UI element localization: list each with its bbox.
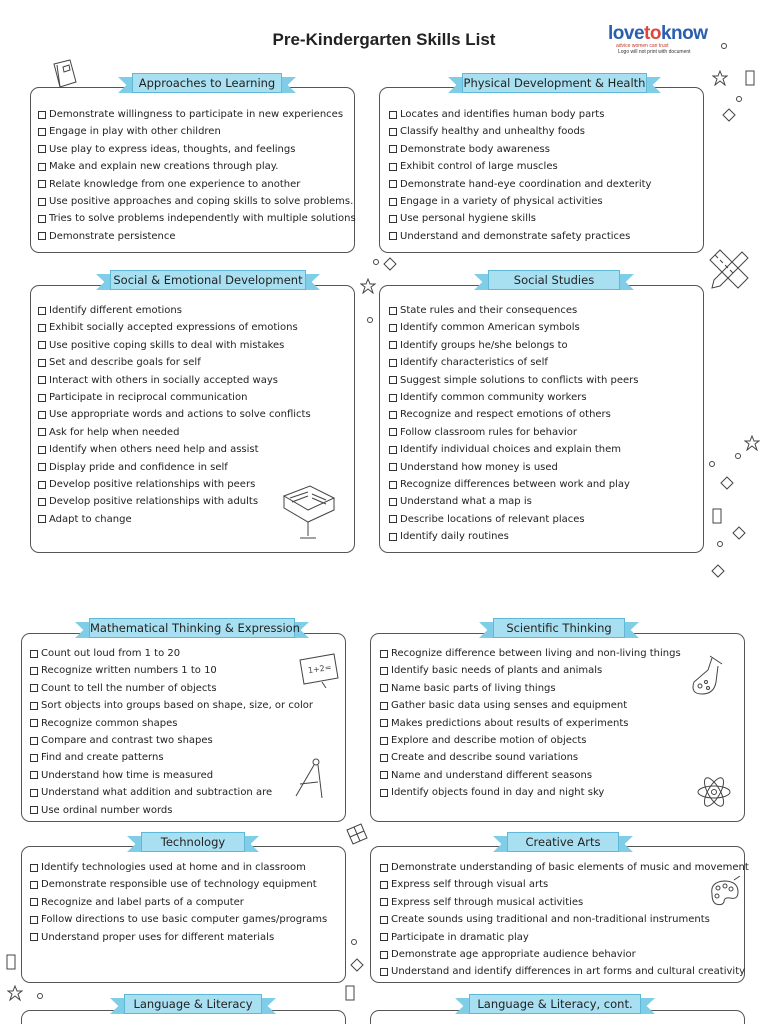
checkbox[interactable] <box>38 232 46 240</box>
checklist-item-label: Express self through musical activities <box>391 896 584 908</box>
checklist-item-label: Follow classroom rules for behavior <box>400 426 578 438</box>
chalkboard-doodle <box>296 650 342 690</box>
book-doodle <box>46 56 82 92</box>
checklist-item <box>38 424 311 441</box>
checklist-item <box>38 511 311 528</box>
checklist-item <box>30 876 327 893</box>
rectangle-icon <box>345 985 355 1001</box>
checklist-item <box>38 193 356 210</box>
checklist-item <box>30 767 313 784</box>
checklist-item <box>38 228 356 245</box>
checkbox[interactable] <box>38 428 46 436</box>
checklist-item-label: Locates and identifies human body parts <box>400 109 605 120</box>
checkbox[interactable] <box>30 864 38 872</box>
checklist-item-label: Understand and identify differences in art forms and cultural creativity <box>391 966 746 978</box>
checklist-item <box>389 176 651 193</box>
checkbox[interactable] <box>380 737 388 745</box>
math-title: Mathematical Thinking & Expression <box>89 618 295 638</box>
checklist-item <box>380 946 749 963</box>
checklist-item <box>389 476 638 493</box>
math-banner <box>89 618 300 640</box>
social-studies-banner <box>488 270 620 292</box>
physical-title: Physical Development & Health <box>462 73 647 93</box>
circle-icon <box>716 540 724 548</box>
checklist-item <box>30 911 327 928</box>
checklist-item-label: Develop positive relationships with adults <box>49 496 259 508</box>
checklist-item <box>38 123 356 140</box>
checklist-item <box>389 389 638 406</box>
checkbox[interactable] <box>30 719 38 727</box>
science-banner <box>493 618 625 640</box>
checklist-item-label: Demonstrate willingness to participate in new experiences <box>49 109 344 120</box>
physical-list <box>389 106 651 245</box>
checklist-item <box>389 319 638 336</box>
checkbox[interactable] <box>380 754 388 762</box>
circle-icon <box>372 258 380 266</box>
checklist-item <box>380 715 681 732</box>
checkbox[interactable] <box>38 515 46 523</box>
logo-print-note: Logo will not print with document <box>618 49 691 55</box>
checklist-item <box>389 354 638 371</box>
page-title: Pre-Kindergarten Skills List <box>272 30 496 49</box>
diamond-icon <box>722 108 736 122</box>
checkbox[interactable] <box>30 684 38 692</box>
checklist-item-label: Identify different emotions <box>49 305 182 316</box>
book-stand-doodle <box>278 482 340 542</box>
social-emotional-banner <box>110 270 306 292</box>
star-icon <box>360 278 376 294</box>
checkbox[interactable] <box>380 881 388 889</box>
checkbox[interactable] <box>30 789 38 797</box>
checklist-item <box>389 406 638 423</box>
checklist-item <box>389 228 651 245</box>
checkbox[interactable] <box>389 481 397 489</box>
checkbox[interactable] <box>38 463 46 471</box>
circle-icon <box>350 938 358 946</box>
checklist-item <box>389 459 638 476</box>
approaches-title: Approaches to Learning <box>132 73 282 93</box>
checkbox[interactable] <box>38 111 46 119</box>
checklist-item-label: Use play to express ideas, thoughts, and feelings <box>49 143 296 155</box>
checklist-item-label: Demonstrate hand-eye coordination and dexterity <box>400 178 652 190</box>
checklist-item-label: Use appropriate words and actions to solve conflicts <box>49 409 311 421</box>
checklist-item <box>38 476 311 493</box>
approaches-banner <box>132 73 282 95</box>
checklist-item-label: Exhibit control of large muscles <box>400 161 558 173</box>
checkbox[interactable] <box>30 737 38 745</box>
checkbox[interactable] <box>380 968 388 976</box>
lovetoknow-logo <box>608 24 708 55</box>
checkbox[interactable] <box>389 394 397 402</box>
checklist-item-label: Find and create patterns <box>41 752 164 764</box>
logo-wordmark: lovetoknow <box>608 23 708 44</box>
checkbox[interactable] <box>380 667 388 675</box>
checklist-item <box>389 210 651 227</box>
checkbox[interactable] <box>38 324 46 332</box>
checklist-item-label: Set and describe goals for self <box>49 357 201 369</box>
checklist-item <box>38 141 356 158</box>
checklist-item <box>389 193 651 210</box>
rectangle-icon <box>745 70 755 86</box>
checklist-item-label: Recognize common shapes <box>41 717 178 729</box>
checklist-item <box>380 680 681 697</box>
checklist-item <box>389 106 651 123</box>
checklist-item-label: Identify technologies used at home and in classroom <box>41 862 306 873</box>
checklist-item-label: Recognize and label parts of a computer <box>41 896 244 908</box>
checkbox[interactable] <box>389 163 397 171</box>
approaches-list <box>38 106 356 245</box>
checklist-item-label: Interact with others in socially accepted ways <box>49 374 278 386</box>
checklist-item-label: Use positive approaches and coping skills to solve problems. <box>49 195 354 207</box>
checkbox[interactable] <box>380 916 388 924</box>
checkbox[interactable] <box>389 359 397 367</box>
checkbox[interactable] <box>30 916 38 924</box>
checklist-item-label: Count out loud from 1 to 20 <box>41 648 181 659</box>
checklist-item <box>30 715 313 732</box>
checklist-item-label: Recognize differences between work and play <box>400 478 630 490</box>
checklist-item <box>38 493 311 510</box>
checkbox[interactable] <box>38 215 46 223</box>
language-banner <box>124 994 262 1016</box>
checkbox[interactable] <box>389 128 397 136</box>
checkbox[interactable] <box>389 180 397 188</box>
checklist-item-label: Use personal hygiene skills <box>400 213 536 225</box>
star-icon <box>712 70 728 86</box>
checklist-item-label: Understand and demonstrate safety practices <box>400 230 631 242</box>
checkbox[interactable] <box>380 898 388 906</box>
checklist-item <box>389 141 651 158</box>
technology-title: Technology <box>141 832 245 852</box>
checklist-item <box>30 859 327 876</box>
checklist-item-label: Explore and describe motion of objects <box>391 734 587 746</box>
checklist-item <box>389 441 638 458</box>
checklist-item <box>389 158 651 175</box>
circle-icon <box>708 460 716 468</box>
circle-icon <box>36 992 44 1000</box>
checklist-item-label: State rules and their consequences <box>400 305 578 316</box>
social-studies-title: Social Studies <box>488 270 620 290</box>
checklist-item <box>389 528 638 545</box>
checklist-item-label: Compare and contrast two shapes <box>41 734 213 746</box>
checklist-item <box>380 963 749 980</box>
checklist-item-label: Sort objects into groups based on shape, size, or color <box>41 700 313 712</box>
checklist-item <box>380 876 749 893</box>
checkbox[interactable] <box>38 446 46 454</box>
checklist-item-label: Recognize written numbers 1 to 10 <box>41 665 217 677</box>
science-title: Scientific Thinking <box>493 618 625 638</box>
checklist-item-label: Demonstrate understanding of basic elements of music and movement <box>391 862 749 873</box>
checklist-item <box>30 662 313 679</box>
checklist-item <box>38 354 311 371</box>
physical-banner <box>462 73 647 95</box>
checklist-item <box>380 784 681 801</box>
checklist-item <box>38 406 311 423</box>
checklist-item <box>30 784 313 801</box>
language-cont-title: Language & Literacy, cont. <box>469 994 641 1014</box>
checkbox[interactable] <box>38 198 46 206</box>
checkbox[interactable] <box>38 481 46 489</box>
checkbox[interactable] <box>389 198 397 206</box>
circle-icon <box>735 95 743 103</box>
checklist-item <box>38 459 311 476</box>
checklist-item-label: Participate in dramatic play <box>391 931 529 943</box>
checklist-item-label: Make and explain new creations through play. <box>49 161 279 173</box>
checklist-item <box>30 732 313 749</box>
social-studies-list <box>389 302 638 545</box>
checkbox[interactable] <box>389 428 397 436</box>
checklist-item <box>30 697 313 714</box>
checklist-item-label: Engage in a variety of physical activities <box>400 195 603 207</box>
logo-tagline: advice women can trust <box>616 43 669 49</box>
checkbox[interactable] <box>380 702 388 710</box>
checklist-item <box>38 337 311 354</box>
checklist-item <box>38 210 356 227</box>
checkbox[interactable] <box>30 650 38 658</box>
palette-doodle <box>706 876 742 908</box>
checklist-item-label: Understand how money is used <box>400 461 558 473</box>
checklist-item-label: Ask for help when needed <box>49 426 180 438</box>
checklist-item <box>389 493 638 510</box>
diamond-icon <box>720 476 734 490</box>
science-list <box>380 645 681 802</box>
diamond-icon <box>350 958 364 972</box>
checklist-item <box>389 511 638 528</box>
checklist-item-label: Understand what addition and subtraction are <box>41 787 273 799</box>
checklist-item-label: Create and describe sound variations <box>391 752 579 764</box>
rectangle-icon <box>712 508 722 524</box>
checklist-item-label: Understand how time is measured <box>41 769 214 781</box>
checklist-item-label: Follow directions to use basic computer games/programs <box>41 914 328 926</box>
rectangle-icon <box>6 954 16 970</box>
compass-doodle <box>288 756 328 804</box>
checklist-item-label: Name and understand different seasons <box>391 769 593 781</box>
technology-banner <box>141 832 245 854</box>
checklist-item <box>380 732 681 749</box>
checkbox[interactable] <box>38 341 46 349</box>
checklist-item-label: Demonstrate persistence <box>49 230 176 242</box>
checklist-item <box>389 337 638 354</box>
checkbox[interactable] <box>380 933 388 941</box>
checklist-item <box>380 767 681 784</box>
checkbox[interactable] <box>38 411 46 419</box>
checkbox[interactable] <box>38 180 46 188</box>
creative-arts-list <box>380 859 749 981</box>
language-cont-banner <box>469 994 641 1016</box>
checklist-item-label: Use positive coping skills to deal with mistakes <box>49 339 285 351</box>
checkbox[interactable] <box>389 411 397 419</box>
abacus-doodle <box>343 820 371 848</box>
checkbox[interactable] <box>389 111 397 119</box>
checkbox[interactable] <box>30 881 38 889</box>
checklist-item <box>389 372 638 389</box>
checklist-item-label: Exhibit socially accepted expressions of emotions <box>49 322 298 334</box>
checklist-item-label: Makes predictions about results of experiments <box>391 717 629 729</box>
checkbox[interactable] <box>389 498 397 506</box>
checkbox[interactable] <box>380 684 388 692</box>
checklist-item-label: Identify characteristics of self <box>400 357 548 369</box>
checklist-item-label: Develop positive relationships with peers <box>49 478 256 490</box>
checklist-item <box>38 176 356 193</box>
checklist-item-label: Identify common American symbols <box>400 322 580 334</box>
checklist-item <box>38 319 311 336</box>
checkbox[interactable] <box>380 771 388 779</box>
flask-doodle <box>684 652 730 698</box>
checklist-item <box>38 372 311 389</box>
checklist-item-label: Use ordinal number words <box>41 804 173 816</box>
checkbox[interactable] <box>380 864 388 872</box>
checklist-item <box>380 645 681 662</box>
checkbox[interactable] <box>389 215 397 223</box>
chalkboard-text: 1+2= <box>307 662 332 676</box>
circle-icon <box>720 42 728 50</box>
creative-arts-banner <box>507 832 619 854</box>
checklist-item <box>30 894 327 911</box>
checkbox[interactable] <box>38 128 46 136</box>
social-emotional-title: Social & Emotional Development <box>110 270 306 290</box>
checklist-item <box>380 749 681 766</box>
checklist-item <box>389 302 638 319</box>
checkbox[interactable] <box>38 359 46 367</box>
checkbox[interactable] <box>30 933 38 941</box>
checkbox[interactable] <box>389 145 397 153</box>
checklist-item-label: Demonstrate body awareness <box>400 143 550 155</box>
checklist-item <box>389 424 638 441</box>
checklist-item-label: Name basic parts of living things <box>391 682 556 694</box>
checkbox[interactable] <box>30 898 38 906</box>
checklist-item-label: Identify when others need help and assist <box>49 444 259 456</box>
checklist-item <box>380 859 749 876</box>
star-icon <box>7 985 23 1001</box>
checkbox[interactable] <box>389 232 397 240</box>
checklist-item-label: Gather basic data using senses and equipment <box>391 700 628 712</box>
checklist-item <box>38 302 311 319</box>
social-emotional-list <box>38 302 311 528</box>
checkbox[interactable] <box>389 533 397 541</box>
checkbox[interactable] <box>389 515 397 523</box>
checklist-item-label: Count to tell the number of objects <box>41 682 217 694</box>
checklist-item-label: Identify objects found in day and night sky <box>391 787 605 799</box>
checkbox[interactable] <box>389 341 397 349</box>
checkbox[interactable] <box>389 463 397 471</box>
checklist-item-label: Demonstrate responsible use of technology equipment <box>41 879 317 891</box>
checkbox[interactable] <box>380 789 388 797</box>
language-title: Language & Literacy <box>124 994 262 1014</box>
checkbox[interactable] <box>30 702 38 710</box>
checklist-item <box>30 749 313 766</box>
checklist-item-label: Tries to solve problems independently with multiple solutions <box>49 213 356 225</box>
checkbox[interactable] <box>38 394 46 402</box>
checkbox[interactable] <box>30 771 38 779</box>
checklist-item-label: Understand what a map is <box>400 496 532 508</box>
checklist-item <box>380 662 681 679</box>
checkbox[interactable] <box>38 163 46 171</box>
checkbox[interactable] <box>38 498 46 506</box>
checklist-item-label: Relate knowledge from one experience to another <box>49 178 301 190</box>
checklist-item-label: Recognize difference between living and non-living things <box>391 648 681 659</box>
checklist-item <box>380 929 749 946</box>
checkbox[interactable] <box>380 951 388 959</box>
technology-list <box>30 859 327 946</box>
checklist-item <box>30 680 313 697</box>
circle-icon <box>734 452 742 460</box>
checklist-item-label: Identify daily routines <box>400 531 509 543</box>
diamond-icon <box>383 257 397 271</box>
checkbox[interactable] <box>380 650 388 658</box>
diamond-icon <box>732 526 746 540</box>
checklist-item-label: Identify basic needs of plants and animals <box>391 665 603 677</box>
checkbox[interactable] <box>389 324 397 332</box>
checklist-item <box>38 441 311 458</box>
checklist-item <box>380 894 749 911</box>
atom-doodle <box>694 772 734 812</box>
checklist-item-label: Participate in reciprocal communication <box>49 391 248 403</box>
checklist-item-label: Display pride and confidence in self <box>49 461 228 473</box>
checklist-item <box>380 697 681 714</box>
checklist-item-label: Create sounds using traditional and non-traditional instruments <box>391 914 710 926</box>
checklist-item-label: Recognize and respect emotions of others <box>400 409 611 421</box>
checklist-item <box>38 389 311 406</box>
checkbox[interactable] <box>30 667 38 675</box>
checklist-item <box>30 929 327 946</box>
checkbox[interactable] <box>38 145 46 153</box>
checklist-item <box>30 802 313 819</box>
checklist-item-label: Engage in play with other children <box>49 126 221 138</box>
diamond-icon <box>711 564 725 578</box>
checkbox[interactable] <box>30 754 38 762</box>
checklist-item-label: Understand proper uses for different materials <box>41 931 275 943</box>
checkbox[interactable] <box>389 376 397 384</box>
checklist-item-label: Demonstrate age appropriate audience behavior <box>391 948 636 960</box>
checkbox[interactable] <box>38 307 46 315</box>
checklist-item-label: Classify healthy and unhealthy foods <box>400 126 586 138</box>
checklist-item <box>30 645 313 662</box>
checklist-item-label: Adapt to change <box>49 513 132 525</box>
creative-arts-title: Creative Arts <box>507 832 619 852</box>
checklist-item-label: Suggest simple solutions to conflicts with peers <box>400 374 639 386</box>
checkbox[interactable] <box>389 307 397 315</box>
circle-icon <box>366 316 374 324</box>
checklist-item <box>38 106 356 123</box>
ruler-pencil-doodle <box>706 246 752 292</box>
checklist-item-label: Identify common community workers <box>400 391 587 403</box>
checkbox[interactable] <box>38 376 46 384</box>
checklist-item-label: Describe locations of relevant places <box>400 513 585 525</box>
checklist-item-label: Identify groups he/she belongs to <box>400 339 568 351</box>
checklist-item <box>38 158 356 175</box>
checklist-item <box>380 911 749 928</box>
checklist-item <box>389 123 651 140</box>
checkbox[interactable] <box>380 719 388 727</box>
star-icon <box>744 435 760 451</box>
checkbox[interactable] <box>30 806 38 814</box>
checklist-item-label: Express self through visual arts <box>391 879 549 891</box>
checkbox[interactable] <box>389 446 397 454</box>
math-list <box>30 645 313 819</box>
checklist-item-label: Identify individual choices and explain them <box>400 444 621 456</box>
